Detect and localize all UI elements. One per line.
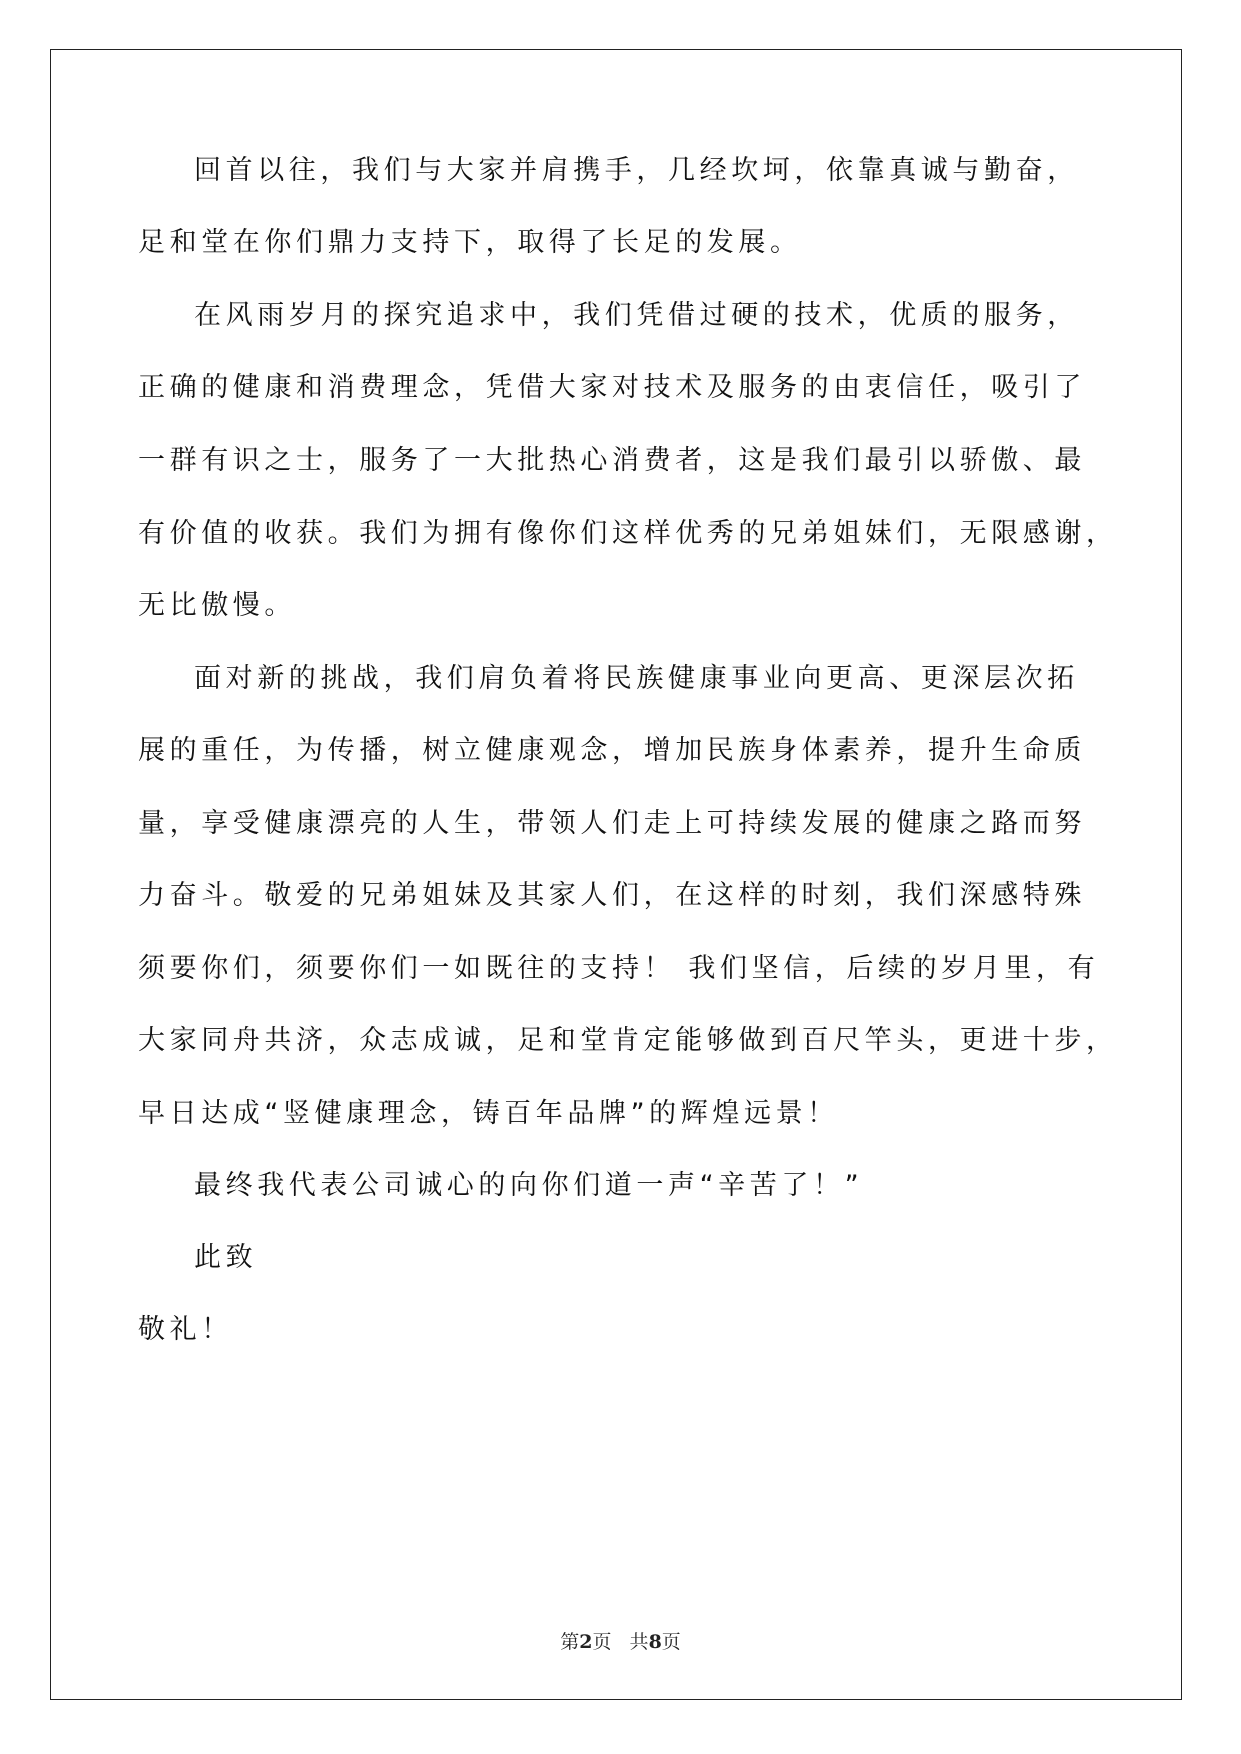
footer-suffix: 页 bbox=[661, 1631, 681, 1653]
body-line-9: 展的重任，为传播，树立健康观念，增加民族身体素养，提升生命质 bbox=[138, 735, 1086, 766]
footer-prefix: 第 bbox=[560, 1631, 580, 1653]
body-line-5: 一群有识之士，服务了一大批热心消费者，这是我们最引以骄傲、最 bbox=[138, 445, 1086, 476]
body-line-1: 回首以往，我们与大家并肩携手，几经坎坷，依靠真诚与勤奋， bbox=[194, 155, 1079, 186]
salutation-cizhi: 此致 bbox=[194, 1242, 258, 1273]
body-line-2: 足和堂在你们鼎力支持下，取得了长足的发展。 bbox=[138, 227, 802, 258]
body-line-11: 力奋斗。敬爱的兄弟姐妹及其家人们，在这样的时刻，我们深感特殊 bbox=[138, 880, 1086, 911]
body-line-7: 无比傲慢。 bbox=[138, 590, 296, 621]
page-footer bbox=[0, 1630, 1241, 1654]
body-line-4: 正确的健康和消费理念，凭借大家对技术及服务的由衷信任，吸引了 bbox=[138, 372, 1086, 403]
footer-total-pages: 8 bbox=[648, 1631, 662, 1653]
body-line-13: 大家同舟共济，众志成诚，足和堂肯定能够做到百尺竿头，更进十步， bbox=[138, 1025, 1118, 1056]
salutation-jingli: 敬礼！ bbox=[138, 1314, 233, 1345]
footer-middle: 页 共 bbox=[592, 1631, 649, 1653]
body-line-6: 有价值的收获。我们为拥有像你们这样优秀的兄弟姐妹们，无限感谢， bbox=[138, 518, 1118, 549]
body-line-8: 面对新的挑战，我们肩负着将民族健康事业向更高、更深层次拓 bbox=[194, 663, 1079, 694]
footer-page-number: 2 bbox=[579, 1631, 593, 1653]
closing-line: 最终我代表公司诚心的向你们道一声“辛苦了！” bbox=[194, 1170, 864, 1201]
body-line-3: 在风雨岁月的探究追求中，我们凭借过硬的技术，优质的服务， bbox=[194, 300, 1079, 331]
body-line-14: 早日达成“竖健康理念，铸百年品牌”的辉煌远景！ bbox=[138, 1098, 839, 1129]
body-line-10: 量，享受健康漂亮的人生，带领人们走上可持续发展的健康之路而努 bbox=[138, 808, 1086, 839]
body-line-12: 须要你们，须要你们一如既往的支持！ 我们坚信，后续的岁月里，有 bbox=[138, 953, 1100, 984]
page-border bbox=[50, 49, 1182, 1700]
